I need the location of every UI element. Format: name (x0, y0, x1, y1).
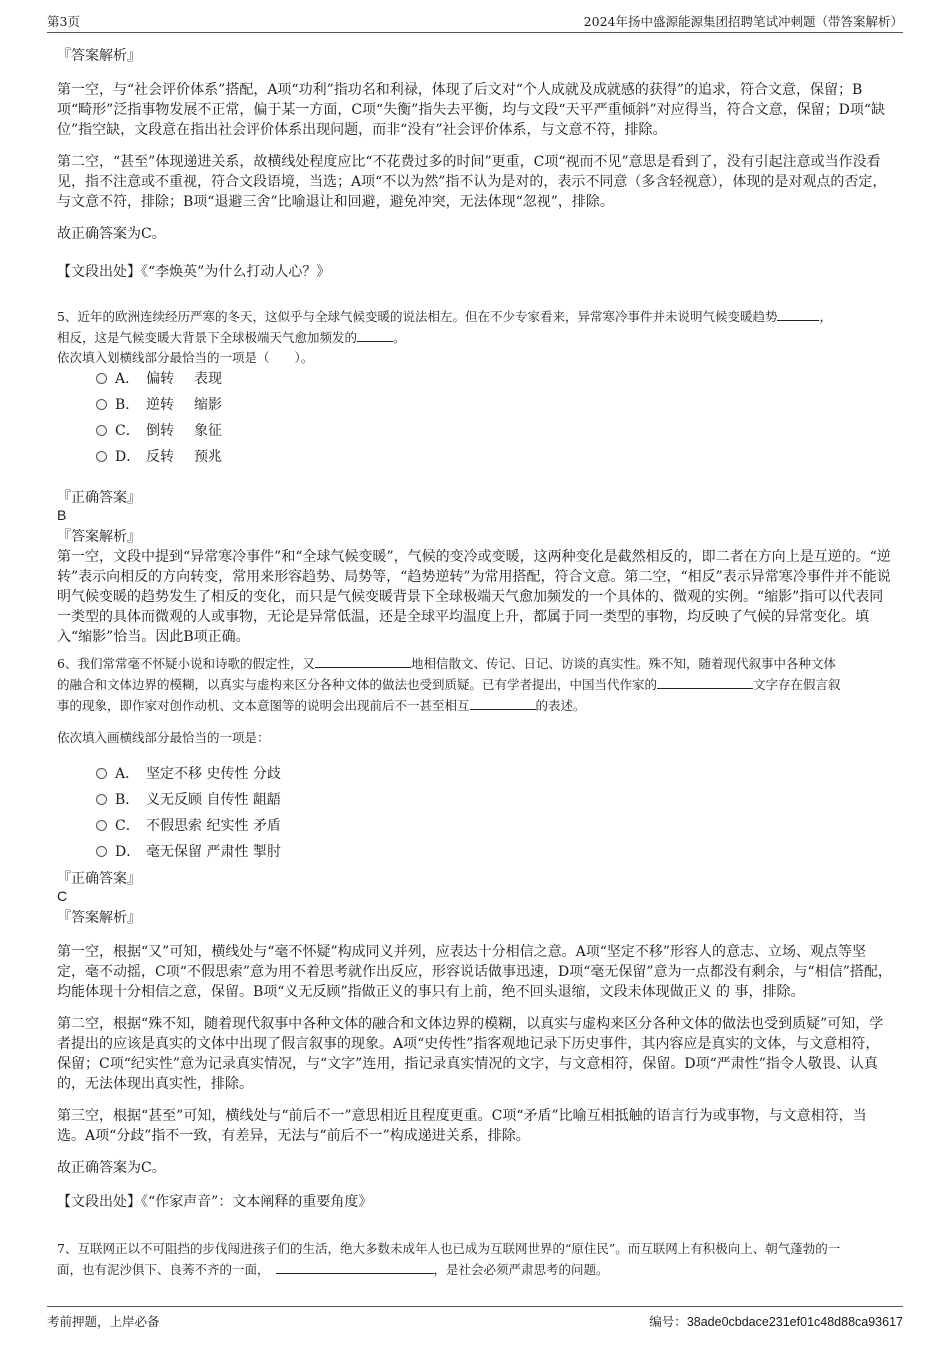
radio-icon[interactable] (96, 399, 107, 410)
question-stem: 面，也有泥沙俱下、良莠不齐的一面， ，是社会必须严肃思考的问题。 (57, 1259, 893, 1280)
q6-analysis (57, 908, 893, 1212)
q5-analysis (57, 527, 893, 647)
option-b[interactable]: B． 义无反顾 自传性 龃龉 (96, 790, 281, 810)
final-answer: 故正确答案为C。 (57, 226, 166, 242)
option-a[interactable]: A． 坚定不移 史传性 分歧 (96, 764, 281, 784)
document-id: 编号：38ade0cbdace231ef01c48d88ca93617 (649, 1314, 903, 1329)
radio-icon[interactable] (96, 820, 107, 831)
question-stem: 相反，这是气候变暖大背景下全球极端天气愈加频发的 。 (57, 327, 893, 348)
page-footer (47, 1306, 903, 1331)
analysis-paragraph: 第一空，根据“又”可知，横线处与“毫不怀疑”构成同义并列，应表达十分相信之意。A项“坚定不移”形容人的意志、立场、观点等坚定，毫不动摇，C项“不假思索”意为用不着思考就作出反应，形容说话做事迅速，D项“毫无保留”意为一点都没有剩余，与“相信”搭配，均能体现十分相信之意，保留。B项“义无反顾”指做正义的事只有上前，绝不回头退缩，文段未体现做正义 的 事，排除。 (57, 944, 892, 1000)
question-stem: 的融合和文体边界的模糊，以真实与虚构来区分各种文体的做法也受到质疑。已有学者提出，中国当代作家的 文字存在假言叙 (57, 674, 893, 695)
source-citation: 【文段出处】《“李焕英”为什么打动人心？》 (57, 264, 331, 280)
page-number: 第3页 (47, 14, 80, 29)
q5-correct-answer: B (57, 507, 67, 523)
question-6 (57, 653, 893, 748)
question-instruction: 依次填入画横线部分最恰当的一项是： (57, 730, 270, 745)
analysis-paragraph: 第三空，根据“甚至”可知，横线处与“前后不一”意思相近且程度更重。C项“矛盾”比喻互相抵触的语言行为或事物，与文意相符，当选。A项“分歧”指不一致，有差异，无法与“前后不一”构成递进关系，排除。 (57, 1108, 867, 1144)
analysis-paragraph: 第二空，根据“殊不知，随着现代叙事中各种文体的融合和文体边界的模糊，以真实与虚构来区分各种文体的做法也受到质疑”可知，学者提出的应该是真实的文体中出现了假言叙事的现象。A项“史传性”指客观地记录下历史事件，其内容应是真实的文体，与文意相符，保留；C项“纪实性”意为记录真实情况，与“文字”连用，指记录真实情况的文字，与文意相符，保留。D项“严肃性”指令人敬畏、认真的，无法体现出真实性，排除。 (57, 1016, 884, 1092)
analysis-paragraph: 第一空，与“社会评价体系”搭配，A项“功利”指功名和利禄，体现了后文对“个人成就及成就感的获得”的追求，符合文意，保留；B项“畸形”泛指事物发展不正常，偏于某一方面，C项“失衡”指失去平衡，均与文段“天平严重倾斜”对应得当，符合文意，保留；D项“缺位”指空缺，文段意在指出社会评价体系出现问题，而非“没有”社会评价体系，与文意不符，排除。 (57, 82, 886, 138)
option-d[interactable]: D． 毫无保留 严肃性 掣肘 (96, 842, 281, 862)
radio-icon[interactable] (96, 451, 107, 462)
page-header (47, 10, 903, 33)
option-c[interactable]: C． 倒转 象征 (96, 421, 222, 441)
radio-icon[interactable] (96, 425, 107, 436)
option-b[interactable]: B． 逆转 缩影 (96, 395, 222, 415)
question-stem: 5、近年的欧洲连续经历严寒的冬天，这似乎与全球气候变暖的说法相左。但在不少专家看来，异常寒冷事件并未说明气候变暖趋势 ， (57, 306, 893, 327)
question-stem: 6、我们常常毫不怀疑小说和诗歌的假定性，又 地相信散文、传记、日记、访谈的真实性。殊不知，随着现代叙事中各种文体 (57, 653, 893, 674)
q6-answer-tag: 『正确答案』 (57, 871, 141, 887)
option-c[interactable]: C． 不假思索 纪实性 矛盾 (96, 816, 281, 836)
q5-answer-tag: 『正确答案』 (57, 490, 141, 506)
analysis-tag: 『答案解析』 (57, 910, 141, 926)
question-stem: 事的现象，即作家对创作动机、文本意图等的说明会出现前后不一甚至相互 的表述。 (57, 695, 893, 716)
final-answer: 故正确答案为C。 (57, 1160, 166, 1176)
radio-icon[interactable] (96, 794, 107, 805)
radio-icon[interactable] (96, 768, 107, 779)
footer-slogan: 考前押题，上岸必备 (47, 1314, 160, 1329)
question-instruction: 依次填入划横线部分最恰当的一项是（ ）。 (57, 350, 314, 365)
question-stem: 7、互联网正以不可阻挡的步伐闯进孩子们的生活，绝大多数未成年人也已成为互联网世界的“原住民”。而互联网上有积极向上、朝气蓬勃的一 (57, 1241, 841, 1256)
radio-icon[interactable] (96, 373, 107, 384)
analysis-tag: 『答案解析』 (57, 529, 141, 545)
option-d[interactable]: D． 反转 预兆 (96, 447, 222, 467)
source-citation: 【文段出处】《“作家声音”：文本阐释的重要角度》 (57, 1194, 373, 1210)
analysis-paragraph: 第一空，文段中提到“异常寒冷事件”和“全球气候变暖”，气候的变冷或变暖，这两种变化是截然相反的，即二者在方向上是互逆的。“逆转”表示向相反的方向转变，常用来形容趋势、局势等，“趋势逆转”为常用搭配，符合文意。第二空，“相反”表示异常寒冷事件并不能说明气候变暖的趋势发生了相反的变化，而只是气候变暖背景下全球极端天气愈加频发的一个具体的、微观的实例。“缩影”指可以代表同一类型的具体而微观的人或事物，无论是异常低温，还是全球平均温度上升，都属于同一类型的事物，均反映了气候的异常变化。填入“缩影”恰当。因此B项正确。 (57, 549, 891, 645)
document-title: 2024年扬中盛源能源集团招聘笔试冲刺题（带答案解析） (583, 14, 903, 29)
question-5 (57, 306, 893, 368)
radio-icon[interactable] (96, 846, 107, 857)
analysis-paragraph: 第二空，“甚至”体现递进关系，故横线处程度应比“不花费过多的时间”更重，C项“视而不见”意思是看到了，没有引起注意或当作没看见，指不注意或不重视，符合文段语境，当选；A项“不以为然”指不认为是对的，表示不同意（多含轻视意），体现的是对观点的否定，与文意不符，排除；B项“退避三舍”比喻退让和回避，避免冲突，无法体现“忽视”，排除。 (57, 154, 887, 210)
q4-analysis (57, 46, 893, 282)
question-7 (57, 1239, 893, 1280)
analysis-tag: 『答案解析』 (57, 48, 141, 64)
q6-correct-answer: C (57, 888, 68, 904)
option-a[interactable]: A． 偏转 表现 (96, 369, 222, 389)
